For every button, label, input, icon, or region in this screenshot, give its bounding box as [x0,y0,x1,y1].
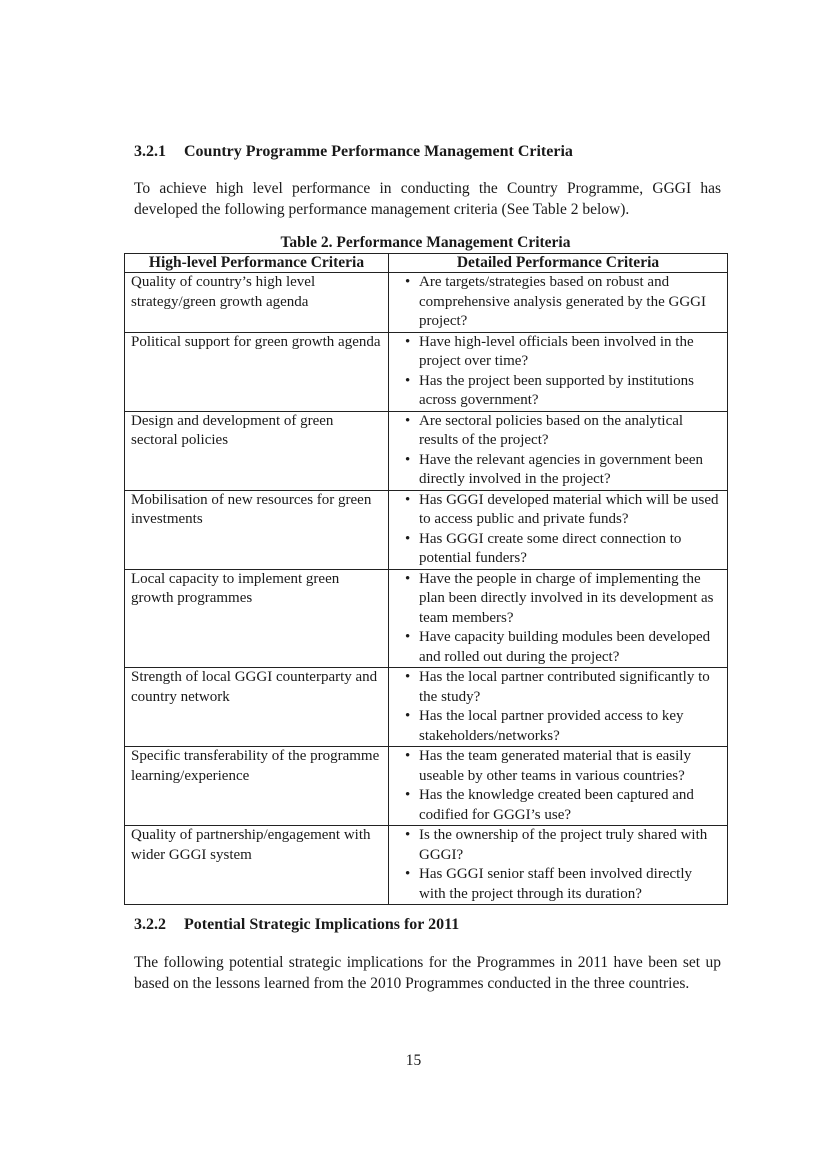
detailed-criterion-item: • Has the local partner provided access to key stakeholders/networks? [405,707,721,746]
detailed-criterion-item: • Has GGGI create some direct connection to potential funders? [405,530,721,569]
table-row [125,411,728,490]
table-header-row [125,254,728,273]
header-detailed: Detailed Performance Criteria [389,254,728,273]
high-level-criterion-cell: Specific transferability of the programme learning/experience [125,747,389,826]
table-row [125,490,728,569]
section-title: Country Programme Performance Management Criteria [184,143,573,160]
detailed-criterion-item: • Has GGGI senior staff been involved directly with the project through its duration? [405,865,721,904]
detailed-criteria-cell [389,826,728,905]
section-number: 3.2.2 [134,916,166,933]
detailed-criterion-item: • Have capacity building modules been developed and rolled out during the project? [405,628,721,667]
high-level-criterion-cell: Strength of local GGGI counterparty and country network [125,668,389,747]
detailed-criteria-cell [389,411,728,490]
detailed-criteria-list [395,747,721,825]
section-heading-322 [134,915,459,935]
detailed-criteria-cell [389,747,728,826]
high-level-criterion-cell: Local capacity to implement green growth programmes [125,569,389,668]
detailed-criteria-list [395,491,721,569]
high-level-criterion-cell: Political support for green growth agenda [125,332,389,411]
detailed-criterion-item: • Are targets/strategies based on robust and comprehensive analysis generated by the GGGI project? [405,273,721,332]
detailed-criterion-item: • Have high-level officials been involved in the project over time? [405,333,721,372]
table-row [125,747,728,826]
detailed-criterion-item: • Has the project been supported by institutions across government? [405,372,721,411]
detailed-criteria-list [395,333,721,411]
table-row [125,273,728,333]
detailed-criteria-cell [389,490,728,569]
performance-criteria-table [124,253,728,905]
detailed-criteria-cell [389,569,728,668]
detailed-criterion-item: • Has GGGI developed material which will be used to access public and private funds? [405,491,721,530]
detailed-criteria-cell [389,332,728,411]
page-number: 15 [405,1052,422,1069]
table-row [125,332,728,411]
table-row [125,826,728,905]
high-level-criterion-cell: Quality of partnership/engagement with wider GGGI system [125,826,389,905]
section-heading-321 [134,142,573,162]
detailed-criterion-item: • Has the knowledge created been captured and codified for GGGI’s use? [405,786,721,825]
table-caption: Table 2. Performance Management Criteria [280,234,571,251]
detailed-criterion-item: • Have the people in charge of implementing the plan been directly involved in its development as team members? [405,570,721,629]
implications-paragraph: The following potential strategic implications for the Programmes in 2011 have been set up based on the lessons learned from the 2010 Programmes conducted in the three countries. [134,954,721,992]
high-level-criterion-cell: Design and development of green sectoral policies [125,411,389,490]
detailed-criteria-list [395,570,721,668]
high-level-criterion-cell: Mobilisation of new resources for green investments [125,490,389,569]
table-body [125,273,728,905]
detailed-criteria-cell [389,273,728,333]
intro-paragraph: To achieve high level performance in conducting the Country Programme, GGGI has developed the following performance management criteria (See Table 2 below). [134,180,721,218]
header-high-level: High-level Performance Criteria [125,254,389,273]
detailed-criterion-item: • Has the team generated material that is easily useable by other teams in various countries? [405,747,721,786]
detailed-criteria-cell [389,668,728,747]
detailed-criterion-item: • Has the local partner contributed significantly to the study? [405,668,721,707]
detailed-criteria-list [395,826,721,904]
detailed-criterion-item: • Are sectoral policies based on the analytical results of the project? [405,412,721,451]
detailed-criterion-item: • Have the relevant agencies in government been directly involved in the project? [405,451,721,490]
table-row [125,668,728,747]
detailed-criterion-item: • Is the ownership of the project truly shared with GGGI? [405,826,721,865]
detailed-criteria-list [395,273,721,332]
high-level-criterion-cell: Quality of country’s high level strategy/green growth agenda [125,273,389,333]
section-number: 3.2.1 [134,143,166,160]
table-row [125,569,728,668]
detailed-criteria-list [395,668,721,746]
detailed-criteria-list [395,412,721,490]
section-title: Potential Strategic Implications for 2011 [184,916,460,933]
